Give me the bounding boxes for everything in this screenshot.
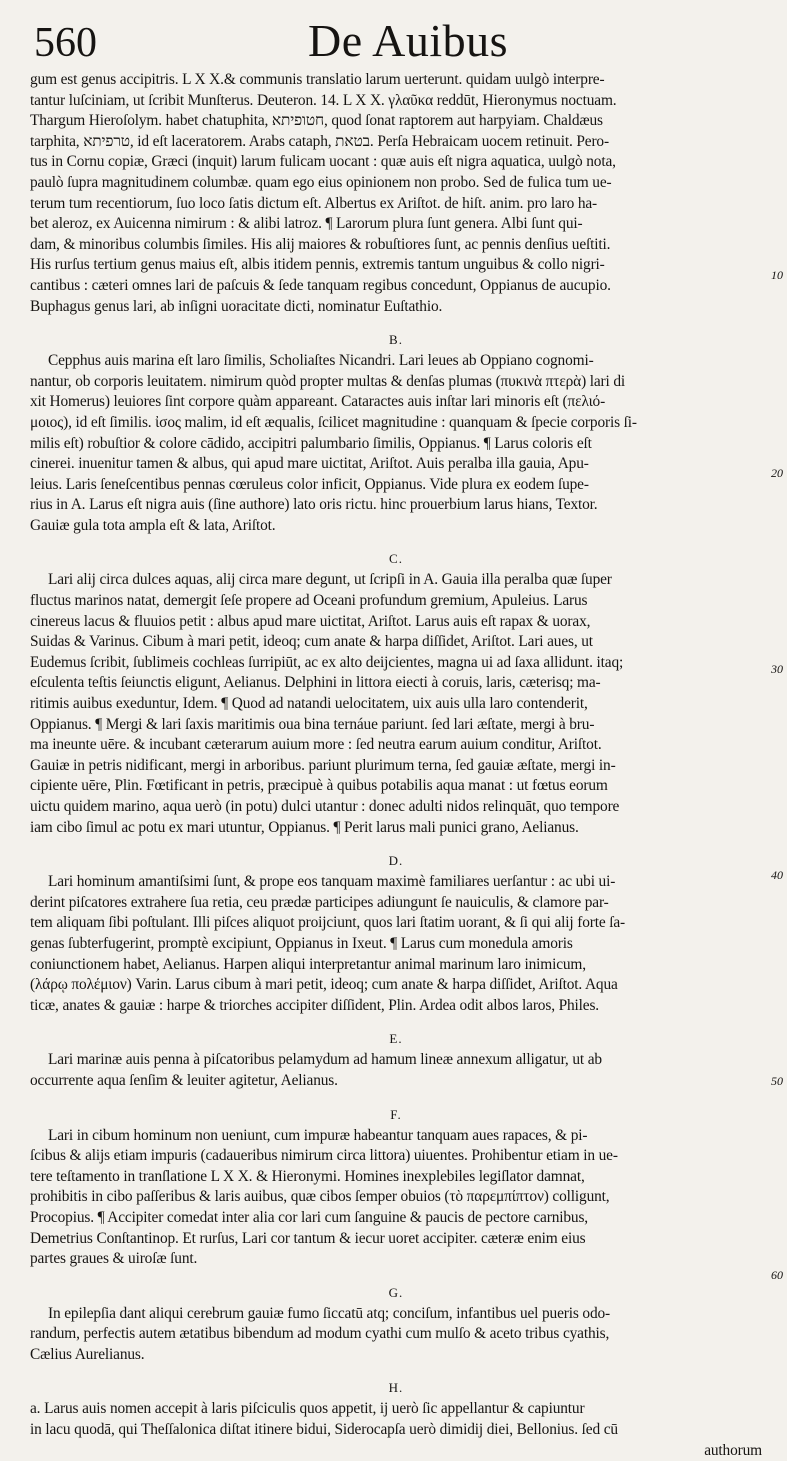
text-line: cinereus lacus & fluuios petit : albus apud mare uictitat, Ariſtot. Larus auis eſt rapax & uorax, [30, 612, 591, 630]
margin-number-50: 50 [771, 1074, 783, 1088]
text-line: Cælius Aurelianus. [30, 1345, 145, 1363]
section-gap [30, 1092, 762, 1104]
text-line: tem aliquam ſibi poſtulant. Illi piſces aliquot proijciunt, quos lari ſtatim uorant, & ſi qui alij forte ſa- [30, 914, 626, 932]
text-line: fluctus marinos natat, demergit ſeſe propere ad Oceani profundum gremium, Apuleius. Larus [30, 592, 588, 610]
text-line: Buphagus genus lari, ab inſigni uoracitate dicti, nominatur Euſtathio. [30, 297, 443, 315]
text-line: tus in Cornu copiæ, Græci (inquit) larum fulicam uocant : quæ auis eſt nigra aquatica, uulgò nota, [30, 153, 616, 171]
text-line: Eudemus ſcribit, ſublimeis cochleas ſurripiūt, ac ex alto deijcientes, magna ui ad ſaxa allidunt. itaq; [30, 653, 624, 671]
text-line: paulò ſupra magnitudinem columbæ. quam ego eius opinionem non probo. Sed de fulica tum ue- [30, 173, 612, 191]
section-letter: D. [388, 853, 404, 869]
text-line: iam cibo ſimul ac potu ex mari utuntur, Oppianus. ¶ Perit larus mali punici grano, Aelianus. [30, 818, 579, 836]
text-line: prohibitis in cibo paſſeribus & laris auibus, quæ cibos ſemper obuios (τὸ παρεμπίπτον) colligunt, [30, 1188, 610, 1206]
section-letter: G. [388, 1284, 404, 1300]
section-letter: E. [389, 1031, 403, 1047]
text-line: terum tum recentiorum, ſuo loco ſatis dictum eſt. Albertus ex Ariſtot. de hiſt. anim. pro laro ha- [30, 194, 598, 212]
page-number: 560 [34, 20, 97, 66]
text-line: Lari in cibum hominum non ueniunt, cum impuræ habeantur tanquam aues rapaces, & pi- [48, 1126, 588, 1144]
text-line: in lacu quodā, qui Theſſalonica diſtat itinere bidui, Siderocapſa uerò dimidij diei, Bellonius. ſed cū [30, 1421, 618, 1439]
text-line: Oppianus. ¶ Mergi & lari ſaxis maritimis oua bina ternáue pariunt. ſed lari æſtate, mergi à bru- [30, 715, 595, 733]
text-line: uictu quidem marino, aqua uerò (in potu) dulci utantur : donec adulti nidos relinquāt, quo tempore [30, 798, 620, 815]
section-gap [30, 838, 762, 850]
text-line: Lari alij circa dulces aquas, alij circa mare degunt, ut ſcripſi in A. Gauia illa peralba quæ ſuper [48, 571, 612, 589]
text-line: Procopius. ¶ Accipiter comedat inter alia cor lari cum ſanguine & paucis de pectore carnibus, [30, 1208, 588, 1226]
section-letter: H. [388, 1380, 404, 1396]
text-line: partes graues & uiroſæ ſunt. [30, 1250, 198, 1268]
text-line: xit Homerus) leuiores ſint corpore quàm appareant. Cataractes auis inſtar lari minoris eſt (πελιό- [30, 393, 606, 411]
text-line: ma ineunte uēre. & incubant cæterarum auium more : ſed neutra earum auium conditur, Ariſtot. [30, 736, 602, 754]
text-line: genas ſubterfugerint, promptè excipiunt, Oppianus in Ixeut. ¶ Larus cum monedula amoris [30, 934, 573, 952]
text-line: leius. Laris ſeneſcentibus pennas cœruleus color inficit, Oppianus. Vide plura ex eodem ſupe- [30, 475, 589, 493]
section-gap [30, 1365, 762, 1377]
running-title: De Auibus [308, 15, 508, 66]
text-line: Cepphus auis marina eſt laro ſimilis, Scholiaſtes Nicandri. Lari leues ab Oppiano cognomi- [48, 352, 594, 370]
text-line: cantibus : cæteri omnes lari de paſcuis & ſede tanquam regibus concedunt, Oppianus de aucupio. [30, 276, 611, 294]
section-gap [30, 317, 762, 329]
text-line: bet aleroz, ex Auicenna nimirum : & alibi latroz. ¶ Larorum plura ſunt genera. Albi ſunt qui- [30, 215, 583, 233]
text-line: coniunctionem habet, Aelianus. Harpen aliqui interpretantur animal marinum laro inimicum, [30, 955, 586, 973]
text-line: Suidas & Varinus. Cibum à mari petit, ideoq; cum anate & harpa diſſidet, Ariſtot. Lari aues, ut [30, 633, 593, 651]
text-line: Lari marinæ auis penna à piſcatoribus pelamydum ad hamum lineæ annexum alligatur, ut ab [48, 1051, 602, 1069]
text-line: Thargum Hieroſolym. habet chatuphita, חטופיתא, quod ſonat raptorem aut harpyiam. Chaldæus [30, 112, 603, 130]
text-line: ticæ, anates & gauiæ : harpe & triorches accipiter diſſident, Plin. Ardea odit albos laros, Philes. [30, 996, 600, 1014]
margin-number-60: 60 [771, 1268, 783, 1282]
text-line: eſculenta teſtis ſeiunctis eligunt, Aelianus. Delphini in littora eiecti à coruis, laris, cæterisq; ma- [30, 674, 601, 692]
text-line: μοιος), id eſt ſimilis. ἰσος malim, id eſt æqualis, ſcilicet magnitudine : quanquam & ſpecie corporis ſi- [30, 413, 637, 431]
text-line: cipiente uēre, Plin. Fœtificant in petris, præcipuè à quibus potabilis aqua manat : ut fœtus eorum [30, 777, 608, 795]
body-text [30, 70, 762, 1461]
text-line: occurrente aqua ſenſim & leuiter agitetur, Aelianus. [30, 1071, 338, 1089]
text-line: Gauiæ gula tota ampla eſt & lata, Ariſtot. [30, 516, 276, 534]
text-line: His rurſus tertium genus maius eſt, albis itidem pennis, extremis tantum unguibus & collo nigri- [30, 256, 605, 274]
text-line: rius in A. Larus eſt nigra auis (ſine authore) lato oris rictu. hinc prouerbium larus hians, Textor. [30, 496, 598, 514]
text-line: tantur luſciniam, ut ſcribit Munſterus. Deuteron. 14. L X X. γλαῦκα reddūt, Hieronymus noctuam. [30, 91, 617, 109]
section-gap [30, 1016, 762, 1028]
margin-number-20: 20 [771, 466, 783, 480]
text-line: dam, & minoribus columbis ſimiles. His alij maiores & robuſtiores ſunt, ac pennis denſius ueſtiti. [30, 235, 611, 253]
margin-number-40: 40 [771, 868, 783, 882]
catchword: authorum [704, 1441, 762, 1459]
text-line: a. Larus auis nomen accepit à laris piſciculis quos appetit, ij uerò ſic appellantur & capiuntur [30, 1400, 585, 1418]
text-line: nantur, ob corporis leuitatem. nimirum quòd propter multas & denſas plumas (πυκινὰ πτερὰ) lari di [30, 372, 626, 390]
section-letter: F. [390, 1106, 402, 1122]
section-gap [30, 1270, 762, 1282]
text-line: Gauiæ in petris nidificant, mergi in arboribus. pariunt plurimum terna, ſed gauiæ æſtate, mergi in- [30, 756, 616, 774]
text-line: cinerei. inuenitur tamen & albus, qui apud mare uictitat, Ariſtot. Auis peralba illa gauia, Apu- [30, 455, 589, 473]
text-line: milis eſt) robuſtior & colore cādido, accipitri palumbario ſimilis, Oppianus. ¶ Larus coloris eſt [30, 434, 592, 452]
text-line: tere teſtamento in tranſlatione L X X. & Hieronymi. Homines inexplebiles legiſlator damnat, [30, 1167, 585, 1185]
text-line: ritimis auibus exeduntur, Idem. ¶ Quod ad natandi uelocitatem, uix auis ulla laro contenderit, [30, 695, 588, 713]
section-letter: C. [389, 551, 403, 567]
section-letter: B. [389, 332, 403, 348]
margin-number-10: 10 [771, 268, 783, 282]
text-line: Demetrius Conſtantinop. Et rurſus, Lari cor tantum & iecur uoret accipiter. cæteræ enim eius [30, 1229, 586, 1247]
text-line: gum est genus accipitris. L X X.& communis translatio larum uerterunt. quidam uulgò interpre- [30, 71, 605, 88]
text-line: ſcibus & alijs etiam impuris (cadaueribus nimirum circa littora) uiuentes. Prohibentur etiam in ue- [30, 1147, 618, 1165]
text-line: derint piſcatores extrahere ſua retia, ceu prædæ participes adiungunt ſe nauiculis, & clamore par- [30, 893, 609, 911]
section-gap [30, 536, 762, 548]
text-line: Lari hominum amantiſsimi ſunt, & prope eos tanquam maximè familiares uerſantur : ac ubi ui- [48, 873, 616, 891]
text-line: (λάρῳ πολέμιον) Varin. Larus cibum à mari petit, ideoq; cum anate & harpa diſſidet, Ariſtot. Aqua [30, 976, 618, 994]
text-line: In epilepſia dant aliqui cerebrum gauiæ fumo ſiccatū atq; conciſum, infantibus uel pueris odo- [48, 1304, 611, 1322]
text-line: tarphita, טרפיתא, id eſt laceratorem. Arabs cataph, בטאת. Perſa Hebraicam uocem retinuit. Pero- [30, 132, 609, 150]
margin-number-30: 30 [771, 662, 783, 676]
text-line: randum, perfectis autem ætatibus bibendum ad modum cyathi cum mulſo & aceto tribus cyathis, [30, 1325, 610, 1343]
